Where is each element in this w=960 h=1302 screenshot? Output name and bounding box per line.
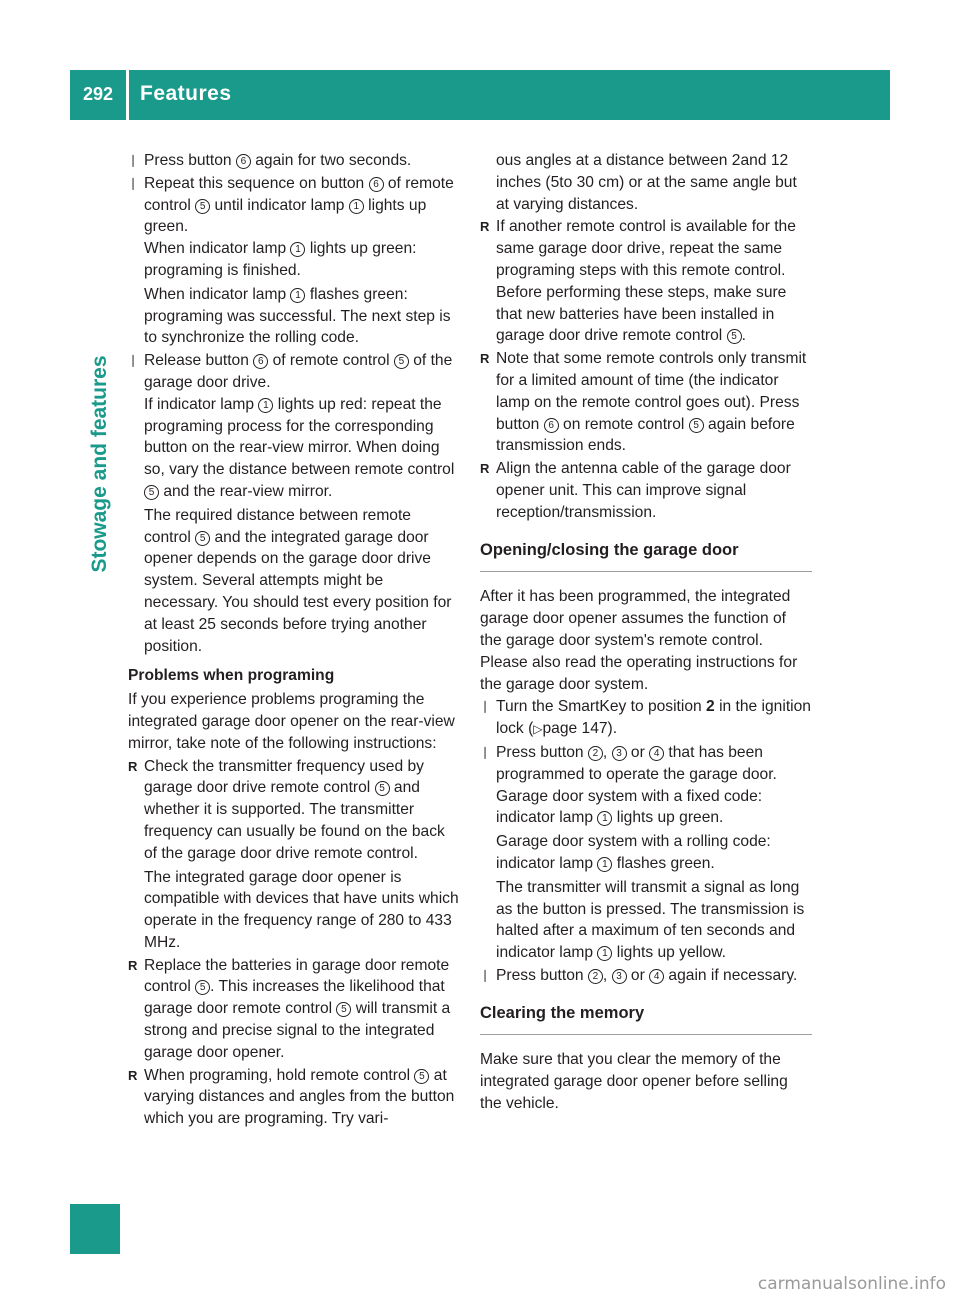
bullet-item: R Note that some remote controls only transmit for a limited amount of time (the indicator lamp on the remote control goes out). Press button 6 on remote control 5 again before transmission ends. [480,350,807,455]
lamp-1-symbol: 1 [597,857,612,872]
remote-5-symbol: 5 [727,329,742,344]
remote-5-symbol: 5 [195,531,210,546]
section-title: Features [140,82,232,105]
left-column [128,150,460,1131]
problems-heading: Problems when programing [128,667,335,685]
bullet-continuation: ous angles at a distance between 2and 12 inches (5to 30 cm) or at the same angle but at varying distances. [496,152,797,213]
lamp-1-symbol: 1 [349,199,364,214]
page-reference-link[interactable]: page 147 [542,720,608,738]
action-marker: ❘ [128,153,139,167]
problems-intro: If you experience problems programing the integrated garage door opener on the rear-view mirror, take note of the following instructions: [128,691,455,752]
lamp-1-symbol: 1 [290,242,305,257]
right-column [480,150,812,1116]
chapter-label: Stowage and features [88,355,111,573]
bullet-marker: R [128,1067,138,1083]
header-divider [126,70,129,120]
opening-closing-heading: Opening/closing the garage door [480,540,812,573]
position-value: 2 [706,698,715,716]
result-text: Garage door system with a rolling code: indicator lamp 1 flashes green. [496,833,771,872]
remote-5-symbol: 5 [375,781,390,796]
button-3-symbol: 3 [612,746,627,761]
button-2-symbol: 2 [588,969,603,984]
step: ❘ Press button 2 , 3 or 4 again if necessary. [480,965,812,987]
info-text: The integrated garage door opener is compatible with devices that have units which operate in the frequency range of 280 to 433 MHz. [144,868,459,951]
info-text: The transmitter will transmit a signal as long as the button is pressed. The transmission is halted after a maximum of ten seconds and indicator lamp 1 lights up yellow. [496,878,805,962]
step: ❘ Press button 2 , 3 or 4 that has been programmed to operate the garage door. Garage door system with a fixed code: indicator lamp 1 lights up green. Garage door system with a rolling code: indicator lamp 1 flashes green. The transmitter will transmit a signal as long as the button is pressed. The transmission is halted after a maximum of ten seconds and indicator lamp 1 lights up yellow. [480,742,812,964]
action-marker: ❘ [128,353,139,368]
watermark: carmanualsonline.info [757,1274,946,1294]
bullet-item: R Check the transmitter frequency used by garage door drive remote control 5 and whether it is supported. The transmitter frequency can usually be found on the back of the garage door drive remote control. The integrated garage door opener is compatible with devices that have units which operate in the frequency range of 280 to 433 MHz. [128,756,460,954]
clearing-memory-text: Make sure that you clear the memory of the integrated garage door opener before selling the vehicle. [480,1051,788,1113]
result-text: When indicator lamp 1 flashes green: programing was successful. The next step is to synchronize the rolling code. [144,285,451,347]
side-tab [70,1204,120,1254]
bullet-marker: R [480,219,490,235]
lamp-1-symbol: 1 [258,398,273,413]
action-marker: ❘ [480,967,491,982]
step: ❘ Repeat this sequence on button 6 of remote control 5 until indicator lamp 1 lights up green. When indicator lamp 1 lights up green: programing is finished. When indicator lamp 1 flashes green: programing was successful. The next step is to synchronize the rolling code. [128,173,460,349]
remote-5-symbol: 5 [414,1069,429,1084]
step: ❘ Press button 6 again for two seconds. [128,150,460,172]
remote-5-symbol: 5 [144,485,159,500]
remote-5-symbol: 5 [689,418,704,433]
button-6-symbol: 6 [544,418,559,433]
button-4-symbol: 4 [649,746,664,761]
bullet-marker: R [128,957,138,973]
button-4-symbol: 4 [649,969,664,984]
result-text: When indicator lamp 1 lights up green: programing is finished. [144,240,417,279]
lamp-1-symbol: 1 [597,811,612,826]
action-marker: ❘ [480,699,491,714]
bullet-marker: R [480,351,490,367]
bullet-item: R Align the antenna cable of the garage door opener unit. This can improve signal reception/transmission. [480,460,791,521]
page-number: 292 [82,84,114,104]
bullet-item: R If another remote control is available for the same garage door drive, repeat the same programing steps with this remote control. Before performing these steps, make sure that new batteries have been installed in garage door drive remote control 5 . [480,218,796,345]
info-text: The required distance between remote control 5 and the integrated garage door opener depends on the garage door drive system. Several attempts might be necessary. You should test every position for at least 25 seconds before trying another position. [144,506,452,655]
step: ❘ Release button 6 of remote control 5 of the garage door drive. If indicator lamp 1 lights up red: repeat the programing process for the corresponding button on the rear-view mirror. When doing so, vary the distance between remote control 5 and the rear-view mirror. The required distance between remote control 5 and the integrated garage door opener depends on the garage door drive system. Several attempts might be necessary. You should test every position for at least 25 seconds before trying another position. [128,350,460,657]
opening-intro: After it has been programmed, the integrated garage door opener assumes the function of the garage door system's remote control. Please also read the operating instructions for the garage door system. [480,588,798,693]
button-2-symbol: 2 [588,746,603,761]
bullet-item: R When programing, hold remote control 5 at varying distances and angles from the button which you are programing. Try vari- [128,1066,455,1128]
action-marker: ❘ [128,175,139,190]
remote-5-symbol: 5 [195,980,210,995]
remote-5-symbol: 5 [336,1002,351,1017]
button-6-symbol: 6 [369,177,384,192]
bullet-marker: R [128,758,138,774]
button-6-symbol: 6 [236,154,251,169]
button-3-symbol: 3 [612,969,627,984]
button-6-symbol: 6 [253,354,268,369]
result-text: If indicator lamp 1 lights up red: repeat the programing process for the corresponding button on the rear-view mirror. When doing so, vary the distance between remote control 5 and the rear-view mirror. [144,395,455,500]
lamp-1-symbol: 1 [290,288,305,303]
bullet-marker: R [480,461,490,477]
clearing-memory-heading: Clearing the memory [480,1003,812,1036]
bullet-item: R Replace the batteries in garage door remote control 5 . This increases the likelihood that garage door remote control 5 will transmit a strong and precise signal to the integrated garage door opener. [128,956,451,1061]
result-text: Garage door system with a fixed code: indicator lamp 1 lights up green. [496,787,763,827]
lamp-1-symbol: 1 [597,946,612,961]
action-marker: ❘ [480,744,491,759]
remote-5-symbol: 5 [195,199,210,214]
step: ❘ Turn the SmartKey to position 2 in the ignition lock (▷page 147). [480,698,811,738]
remote-5-symbol: 5 [394,354,409,369]
page-ref-arrow-icon: ▷ [533,722,543,737]
